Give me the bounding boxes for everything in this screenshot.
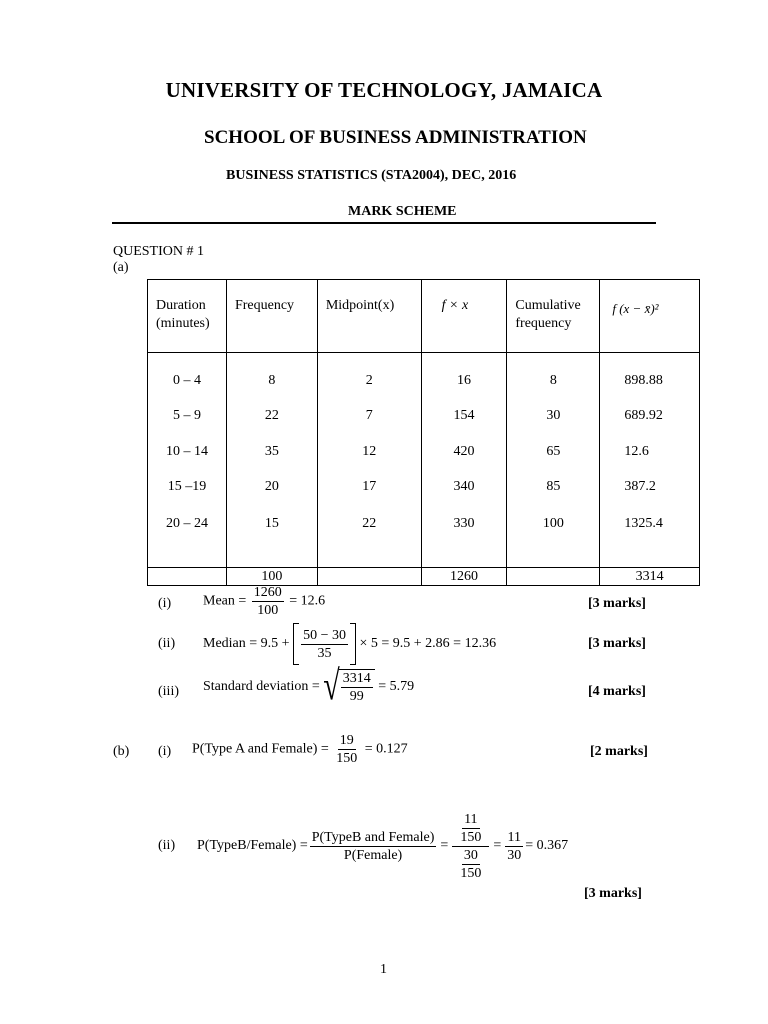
table-cell: 8 (549, 373, 557, 388)
doc-type-title: MARK SCHEME (348, 204, 457, 219)
part-a-label: (a) (113, 260, 129, 275)
p1-formula (192, 732, 408, 767)
p1-item-num: (i) (158, 744, 172, 759)
header-frequency: Frequency (226, 280, 317, 353)
table-cell: 154 (453, 408, 475, 423)
total-cell: 100 (226, 568, 317, 586)
p2-compound-fraction (452, 811, 489, 882)
median-marks: [3 marks] (588, 636, 646, 651)
sd-result: = 5.79 (378, 679, 415, 695)
sd-fraction: $\frac{3314}{99}$ (342, 671, 371, 704)
col-duration (148, 353, 227, 568)
header-rule (112, 222, 656, 224)
median-bracket (293, 623, 356, 665)
sd-item-num: (iii) (158, 684, 179, 699)
table-cell: 2 (365, 373, 373, 388)
total-cell: 1260 (421, 568, 507, 586)
table-cell: 15 –19 (167, 479, 207, 494)
table-body-row (148, 353, 700, 568)
median-prefix: 9.5 + (260, 636, 290, 652)
sqrt-icon: √ $\frac{3314}{99}$ (323, 669, 374, 705)
mean-fraction: $\frac{1260}{100}$ (253, 585, 282, 618)
p1-label: P(Type A and Female) = (192, 741, 329, 757)
table-cell: 20 (264, 479, 279, 494)
mean-formula (203, 584, 325, 619)
p2-fraction: $\frac{\text{P(TypeB and Female)}}{\text{P(Female)}}$ (311, 829, 435, 863)
p2-label: P(TypeB/Female) = (197, 838, 308, 853)
table-cell: 65 (546, 444, 561, 459)
part-b-label: (b) (113, 744, 130, 759)
table-cell: 17 (362, 479, 377, 494)
header-midpoint: Midpoint(x) (317, 280, 421, 353)
table-cell: 10 – 14 (165, 444, 208, 459)
col-frequency (226, 353, 317, 568)
frequency-table (147, 279, 700, 586)
university-title: UNIVERSITY OF TECHNOLOGY, JAMAICA (165, 78, 603, 102)
table-cell: 5 – 9 (172, 408, 201, 423)
table-cell: 1325.4 (624, 516, 663, 531)
course-title: BUSINESS STATISTICS (STA2004), DEC, 2016 (226, 168, 517, 183)
total-cell (317, 568, 421, 586)
p2-inner-top: $\frac{11}{150}$ (460, 811, 482, 845)
table-cell: 16 (457, 373, 472, 388)
table-cell: 0 – 4 (172, 373, 201, 388)
median-fraction: $\frac{50 - 30}{35}$ (303, 627, 346, 661)
school-title: SCHOOL OF BUSINESS ADMINISTRATION (204, 127, 587, 148)
table-cell: 12 (362, 444, 377, 459)
median-suffix: × 5 = 9.5 + 2.86 = 12.36 (359, 636, 497, 652)
table-cell: 340 (453, 479, 475, 494)
col-cumulative (507, 353, 600, 568)
table-totals-row (148, 568, 700, 586)
col-midpoint (317, 353, 421, 568)
mean-label: Mean = (203, 593, 247, 609)
median-item-num: (ii) (158, 636, 176, 651)
col-fx (421, 353, 507, 568)
header-duration: Duration (minutes) (148, 280, 227, 353)
p2-inner-bottom: $\frac{30}{150}$ (460, 847, 482, 881)
total-cell: 3314 (600, 568, 700, 586)
table-cell: 35 (264, 444, 279, 459)
p2-formula: P(TypeB/Female) = $\frac{\text{P(TypeB and Female)}}{\text{P(Female)}}$ = $\frac{\frac{11}{150}}{\frac{30}{150}}$ = $\frac{11}{30}$ = 0.367 (197, 811, 569, 881)
table-cell: 330 (453, 516, 475, 531)
median-label: Median = (203, 636, 258, 652)
table-cell: 22 (362, 516, 377, 531)
col-fdev (600, 353, 700, 568)
sd-marks: [4 marks] (588, 684, 646, 699)
table-cell: 85 (546, 479, 561, 494)
p1-marks: [2 marks] (590, 744, 648, 759)
question-label: QUESTION # 1 (113, 244, 204, 259)
total-cell (507, 568, 600, 586)
mean-item-num: (i) (158, 596, 172, 611)
table-cell: 387.2 (624, 479, 656, 494)
table-cell: 30 (546, 408, 561, 423)
mean-result: = 12.6 (289, 593, 326, 609)
header-fx: f × x (421, 280, 507, 353)
p1-fraction: $\frac{19}{150}$ (336, 733, 358, 766)
table-cell: 689.92 (624, 408, 663, 423)
table-cell: 898.88 (624, 373, 663, 388)
p2-item-num: (ii) (158, 838, 176, 853)
header-cumulative: Cumulative frequency (507, 280, 600, 353)
p2-simplified: $\frac{11}{30}$ (507, 829, 522, 863)
table-cell: 420 (453, 444, 475, 459)
page-number: 1 (380, 962, 387, 977)
header-fdev: f (x − x̄)² (600, 280, 700, 353)
table-cell: 12.6 (624, 444, 649, 459)
table-cell: 8 (268, 373, 276, 388)
mean-marks: [3 marks] (588, 596, 646, 611)
sd-formula (203, 663, 415, 710)
p2-marks: [3 marks] (584, 886, 642, 901)
table-cell: 7 (365, 408, 373, 423)
p2-result: = 0.367 (525, 838, 569, 853)
table-cell: 100 (542, 516, 564, 531)
median-formula (203, 623, 496, 665)
sd-label: Standard deviation = (203, 679, 320, 695)
total-cell (148, 568, 227, 586)
table-cell: 20 – 24 (165, 516, 208, 531)
table-cell: 15 (264, 516, 279, 531)
p1-result: = 0.127 (364, 741, 408, 757)
table-header-row (148, 280, 700, 353)
table-cell: 22 (264, 408, 279, 423)
